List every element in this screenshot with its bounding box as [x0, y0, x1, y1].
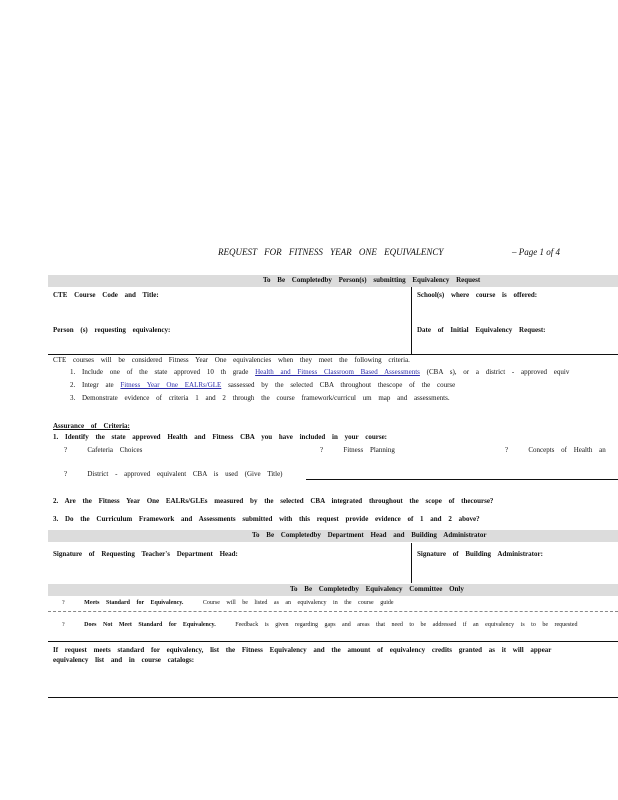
criteria-item-3 [70, 394, 450, 402]
form-title: REQUEST FOR FITNESS YEAR ONE EQUIVALENCY [218, 247, 444, 257]
option-label: District - approved equivalent CBA is used (Give Title) [87, 470, 283, 478]
teacher-signature-label: Signature of Requesting Teacher's Department Head: [53, 550, 238, 558]
section1-header: To Be Completedby Person(s) submitting Equivalency Request [263, 276, 481, 284]
checkbox-icon[interactable]: ? [320, 446, 324, 454]
section3-header: To Be Completedby Equivalency Committee Only [290, 585, 464, 593]
assurance-heading: Assurance of Criteria: [53, 422, 130, 430]
section3-separator [48, 611, 618, 612]
option-district[interactable] [64, 470, 283, 478]
section2-divider [411, 543, 412, 583]
section1-divider [411, 287, 412, 355]
criteria-text: Integr ate [82, 381, 114, 389]
criteria-num: 3. [70, 394, 76, 402]
schools-label: School(s) where course is offered: [417, 291, 538, 299]
cte-course-label: CTE Course Code and Title: [53, 291, 159, 299]
option-fitness-planning[interactable] [320, 446, 395, 454]
criteria-text: (CBA s), or a district - approved equiv [426, 368, 570, 376]
date-request-label: Date of Initial Equivalency Request: [417, 326, 546, 334]
option-concepts-health[interactable] [505, 446, 606, 454]
option-label: Fitness Planning [343, 446, 395, 454]
criteria-num: 1. [70, 368, 76, 376]
meets-label: Meets Standard for Equivalency. [84, 600, 184, 606]
criteria-item-1 [70, 368, 569, 376]
checkbox-icon[interactable]: ? [64, 446, 68, 454]
person-requesting-label: Person (s) requesting equivalency: [53, 326, 171, 334]
page-indicator: – Page 1 of 4 [512, 247, 560, 257]
checkbox-icon[interactable]: ? [64, 470, 68, 478]
section3-header-bar [48, 584, 618, 596]
section1-bottom-rule [48, 354, 618, 355]
form-bottom-rule [48, 697, 618, 698]
checkbox-icon[interactable]: ? [505, 446, 509, 454]
criteria-text: sassessed by the selected CBA throughout thescope of the course [228, 381, 456, 389]
not-meets-label: Does Not Meet Standard for Equivalency. [84, 622, 216, 628]
cba-link[interactable]: Health and Fitness Classroom Based Assessments [255, 368, 420, 376]
section3-rule [48, 641, 618, 642]
criteria-num: 2. [70, 381, 76, 389]
option-label: Cafeteria Choices [87, 446, 143, 454]
criteria-text: Demonstrate evidence of criteria 1 and 2 through the course framework/curricul um map and assessments. [82, 394, 450, 402]
district-title-line[interactable] [306, 479, 618, 480]
question-2: 2. Are the Fitness Year One EALRs/GLEs measured by the selected CBA integrated throughout the scope of thecourse? [53, 497, 494, 505]
admin-signature-label: Signature of Building Administrator: [417, 550, 543, 558]
final-instruction-line2: equivalency list and in course catalogs: [53, 656, 195, 664]
question-1: 1. Identify the state approved Health and Fitness CBA you have included in your course: [53, 433, 388, 441]
not-meets-note: Feedback is given regarding gaps and areas that need to be addressed if an equivalency is to be requested [235, 622, 578, 628]
checkbox-icon[interactable]: ? [62, 600, 65, 606]
checkbox-icon[interactable]: ? [62, 622, 65, 628]
meets-note: Course will be listed as an equivalency in the course guide [202, 600, 394, 606]
criteria-intro: CTE courses will be considered Fitness Year One equivalencies when they meet the following criteria. [53, 356, 410, 364]
section2-header: To Be Completedby Department Head and Building Administrator [252, 531, 487, 539]
ealrs-link[interactable]: Fitness Year One EALRs/GLE [120, 381, 222, 389]
criteria-text: Include one of the state approved 10 th grade [82, 368, 249, 376]
section1-header-bar [48, 275, 618, 287]
criteria-item-2 [70, 381, 455, 389]
final-instruction-line1: If request meets standard for equivalency, list the Fitness Equivalency and the amount of equivalency credits granted as it will appear [53, 646, 552, 654]
option-label: Concepts of Health an [528, 446, 606, 454]
section2-header-bar [48, 530, 618, 542]
option-cafeteria[interactable] [64, 446, 142, 454]
meets-standard-option[interactable] [62, 600, 394, 606]
question-3: 3. Do the Curriculum Framework and Assessments submitted with this request provide evidence of 1 and 2 above? [53, 515, 480, 523]
not-meets-standard-option[interactable] [62, 622, 577, 628]
